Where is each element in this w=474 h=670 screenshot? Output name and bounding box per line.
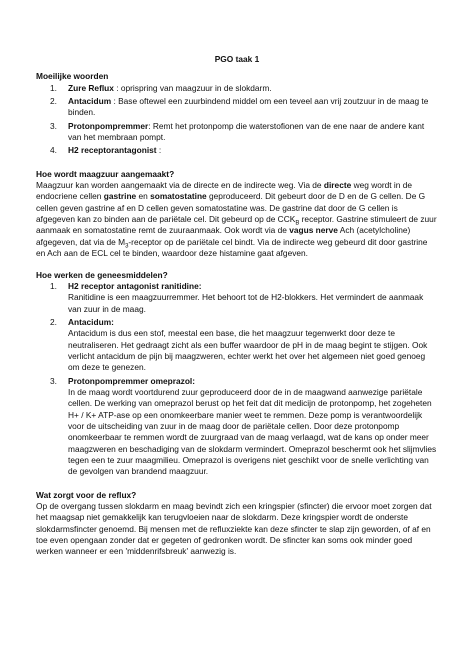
medicine-title: H2 receptor antagonist ranitidine: xyxy=(68,280,202,291)
medicine-text: In de maag wordt voortdurend zuur geproduceerd door de in de maagwand aanwezige pariëtale cellen. De werking van omeprazol berust op het feit dat dit medicijn de protonpomp, het zogeheten H+ / K+ ATP-ase op een onomkeerbare manier weet te remmen. Deze pomp is verantwoordelijk voor de uitscheiding van zuur in de maag door de pariëtale cellen. Door deze protonpomp onomkeerbaar te remmen wordt de zuurgraad van de maag verlaagd, wat de kans op onder meer maagzweren en beschadiging van de slokdarm vermindert. Omeprazol beschermt ook het slijmvlies tegen een te zuur maagmilieu. Omeprazol is overigens niet geschikt voor de snelle verlichting van de gevolgen van brandend maagzuur. xyxy=(68,386,437,477)
definition: : oprispring van maagzuur in de slokdarm. xyxy=(113,82,272,93)
section-heading-geneesmiddelen: Hoe werken de geneesmiddelen? xyxy=(36,269,168,280)
term: H2 receptorantagonist xyxy=(68,145,157,156)
list-item: 1. H2 receptor antagonist ranitidine: Ranitidine is een maagzuurremmer. Het behoort tot de H2-blokkers. Het vermindert de aanmaak van zuur in de maag. xyxy=(50,280,424,314)
list-item: 3. Protonpompremmer: Remt het protonpomp die waterstofionen van de ene naar de andere kant van het membraan pompt. xyxy=(50,120,425,143)
paragraph-reflux: Op de overgang tussen slokdarm en maag bevindt zich een kringspier (sfincter) die ervoor moet zorgen dat het maagsap niet gemakkelijk kan terugvloeien naar de slokdarm. Deze kringspier wordt de onderste slokdarmsfincter genoemd. Bij mensen met de refluxziekte kan deze sfincter te slap zijn geworden, of af en toe even opengaan zonder dat er gegeten of gedronken wordt. De sfincter kan soms ook minder goed werken wanneer er een 'middenrifsbreuk' aanwezig is. xyxy=(36,501,432,557)
paragraph-maagzuur: Maagzuur kan worden aangemaakt via de directe en de indirecte weg. Via de directe weg wordt in de endocriene cellen gastrine en somatostatine geproduceerd. Dit gebeurt door de D en de G cellen. De G cellen geven gastrine af en D cellen geven somatostatine was. De gastrine dat door de G cellen is afgegeven kan zo binden aan de pariëtale cel. Dit gebeurd op de $CCK_B$ receptor. Gastrine stimuleert de zuur aanmaak en somatostatine remt de zuuraanmaak. Ook wordt via de vagus nerve Ach (acetylcholine) afgegeven, dat via de $M_3$-receptor op de pariëtale cel bindt. Via de indirecte weg gebeurd dit door gastrine en Ach aan de ECL cel te binden, waardoor deze histamine gaat afgeven. xyxy=(36,180,437,259)
list-item: 2. Antacidum: Antacidum is dus een stof, meestal een base, die het maagzuur tegenwerkt door deze te neutraliseren. Het gedraagt zicht als een buffer waardoor de pH in de maag begint te stijgen. Ook verlicht antacidum de pijn bij maagzweren, echter werkt het over het algemeen niet goed genoeg om deze te genezen. xyxy=(50,316,428,373)
medicine-title: Protonpompremmer omeprazol: xyxy=(68,375,196,386)
term: Antacidum xyxy=(68,96,112,107)
list-item: 4. H2 receptorantagonist : xyxy=(50,145,162,156)
medicine-title: Antacidum: xyxy=(68,316,114,327)
page-title: PGO taak 1 xyxy=(214,54,260,64)
list-item: 3. Protonpompremmer omeprazol: In de maag wordt voortdurend zuur geproduceerd door de in de maagwand aanwezige pariëtale cellen. De werking van omeprazol berust op het feit dat dit medicijn de protonpomp, het zogeheten H+ / K+ ATP-ase op een onomkeerbare manier weet te remmen. Deze pomp is verantwoordelijk voor de uitscheiding van zuur in de maag door de pariëtale cellen. Door deze protonpomp onomkeerbaar te remmen wordt de zuurgraad van de maag verlaagd, wat de kans op onder meer maagzweren en beschadiging van de slokdarm vermindert. Omeprazol beschermt ook het slijmvlies tegen een te zuur maagmilieu. Omeprazol is overigens niet geschikt voor de snelle verlichting van de gevolgen van brandend maagzuur. xyxy=(50,375,437,477)
definition: : Base oftewel een zuurbindend middel om een teveel aan vrij zoutzuur in de maag te binden. xyxy=(68,96,429,118)
section-heading-maagzuur: Hoe wordt maagzuur aangemaakt? xyxy=(36,168,175,179)
section-heading-reflux: Wat zorgt voor de reflux? xyxy=(36,489,137,500)
term: Zure Reflux xyxy=(68,82,114,93)
definition: : xyxy=(156,145,162,156)
section-heading-moeilijke-woorden: Moeilijke woorden xyxy=(36,71,109,82)
medicine-list xyxy=(36,281,438,478)
term: Protonpompremmer xyxy=(68,120,149,131)
list-item: 1. Zure Reflux : oprispring van maagzuur in de slokdarm. xyxy=(50,82,272,93)
list-item: 2. Antacidum : Base oftewel een zuurbindend middel om een teveel aan vrij zoutzuur in de maag te binden. xyxy=(50,96,429,118)
definition: : Remt het protonpomp die waterstofionen van de ene naar de andere kant van het membraan pompt. xyxy=(68,120,425,143)
term-list xyxy=(36,83,438,157)
medicine-text: Ranitidine is een maagzuurremmer. Het behoort tot de H2-blokkers. Het vermindert de aanmaak van zuur in de maag. xyxy=(68,292,424,314)
medicine-text: Antacidum is dus een stof, meestal een base, die het maagzuur tegenwerkt door deze te neutraliseren. Het gedraagt zicht als een buffer waardoor de pH in de maag begint te stijgen. Ook verlicht antacidum de pijn bij maagzweren, echter werkt het over het algemeen niet goed genoeg om deze te genezen. xyxy=(68,328,428,373)
